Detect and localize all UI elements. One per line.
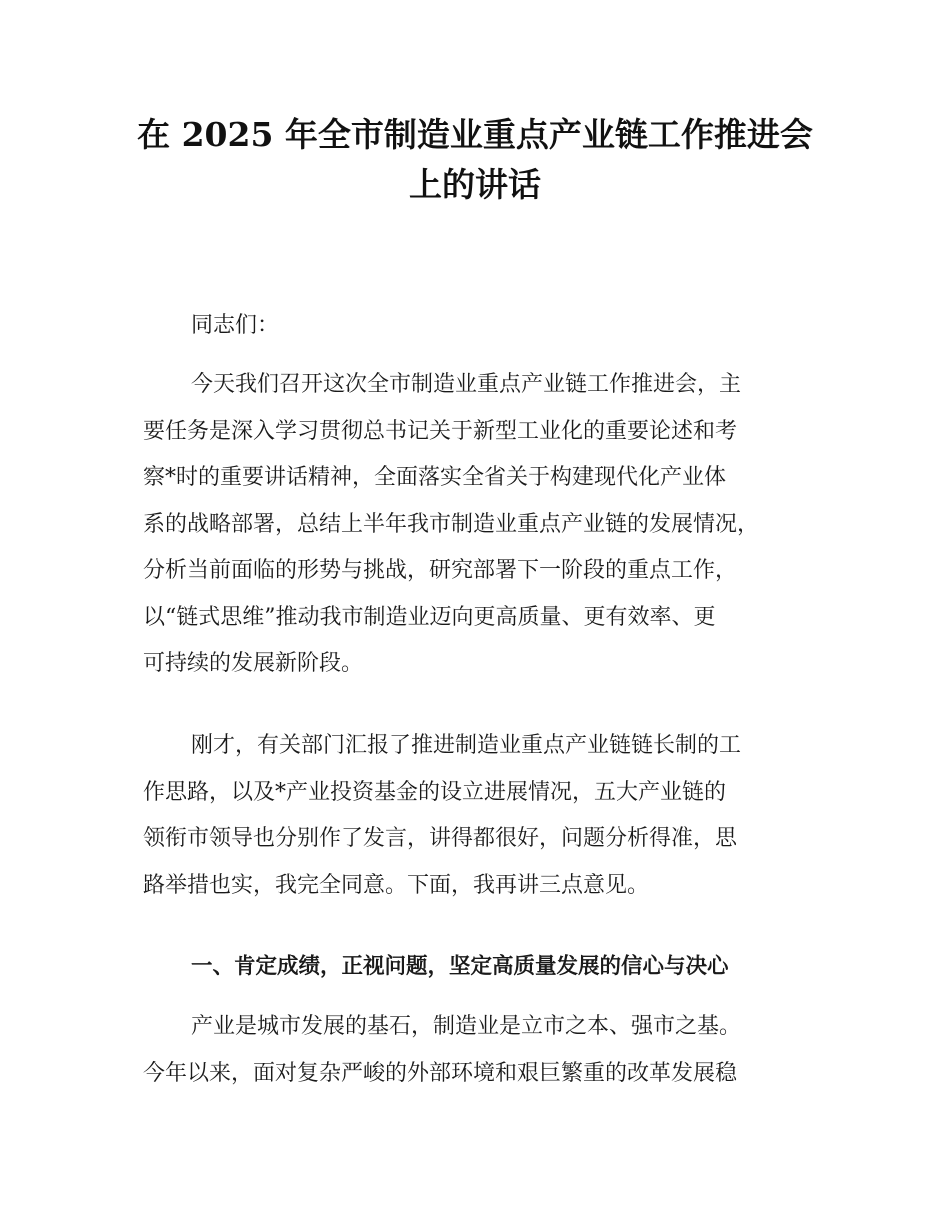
paragraph-line: 分析当前面临的形势与挑战，研究部署下一阶段的重点工作， [143, 558, 738, 583]
paragraph-line: 系的战略部署，总结上半年我市制造业重点产业链的发展情况， [143, 511, 760, 537]
section-heading-text: 一、肯定成绩，正视问题，坚定高质量发展的信心与决心 [191, 954, 729, 979]
paragraph-line: 今天我们召开这次全市制造业重点产业链工作推进会，主 [191, 372, 742, 397]
paragraph-line: 产业是城市发展的基石，制造业是立市之本、强市之基。 [191, 1014, 742, 1039]
paragraph-line: 领衔市领导也分别作了发言，讲得都很好，问题分析得准，思 [143, 826, 738, 851]
paragraph-line: 可持续的发展新阶段。 [143, 651, 364, 676]
section-heading-1 [143, 944, 833, 991]
paragraph-section-1 [143, 1004, 833, 1097]
paragraph-line: 今年以来，面对复杂严峻的外部环境和艰巨繁重的改革发展稳 [143, 1060, 738, 1086]
paragraph-reports [143, 723, 833, 909]
paragraph-line: 作思路，以及*产业投资基金的设立进展情况，五大产业链的 [143, 779, 727, 805]
paragraph-line: 要任务是深入学习贯彻总书记关于新型工业化的重要论述和考 [143, 418, 738, 444]
paragraph-opening [143, 362, 833, 688]
paragraph-line: 以“链式思维”推动我市制造业迈向更高质量、更有效率、更 [143, 604, 716, 630]
paragraph-line: 路举措也实，我完全同意。下面，我再讲三点意见。 [143, 872, 650, 898]
paragraph-line: 刚才，有关部门汇报了推进制造业重点产业链链长制的工 [191, 733, 742, 758]
salutation: 同志们： [191, 313, 280, 338]
document-title [120, 110, 830, 210]
paragraph-line: 察*时的重要讲话精神，全面落实全省关于构建现代化产业体 [143, 465, 727, 490]
title-line-1: 在 2025 年全市制造业重点产业链工作推进会 [137, 115, 813, 154]
title-line-2: 上的讲话 [409, 165, 541, 204]
